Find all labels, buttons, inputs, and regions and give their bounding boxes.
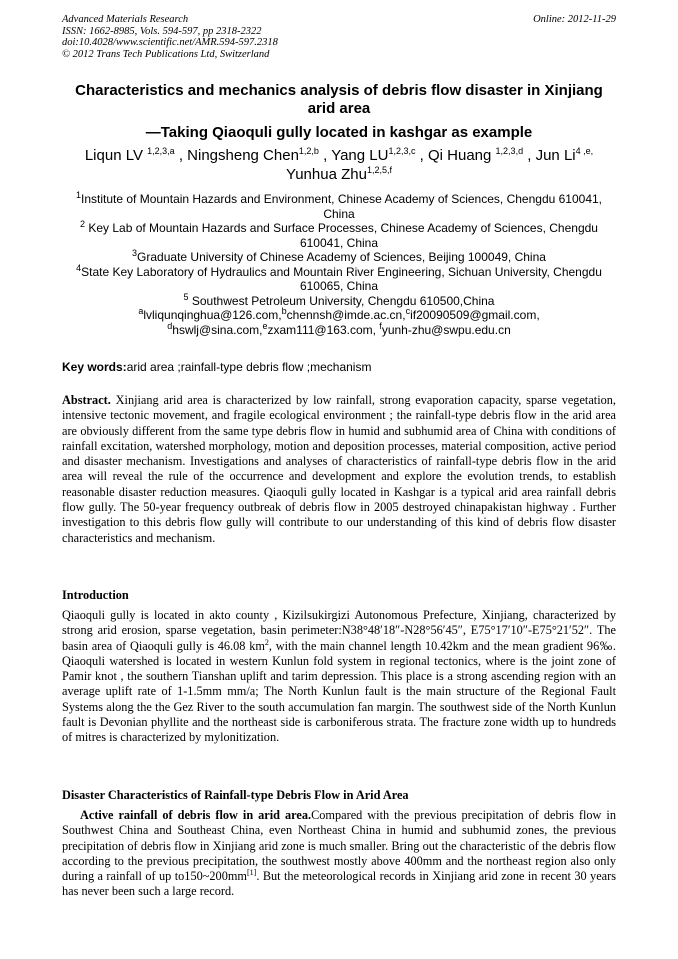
paragraph-text: Compared with the previous precipitation of debris flow in Southwest China and Southeast China, even Northeast China in humid and subhumid zones, the previous precipitation of debris flow in Xinjiang arid zone is much smaller. Bring out the characteristic of the debris flow according to the previous precipitation, the southwest mostly above 400mm and the northeast region also only during a rainfall of up to150~200mm: [62, 808, 616, 884]
affiliation-text: Graduate University of Chinese Academy of Sciences, Beijing 100049, China: [137, 250, 546, 264]
introduction-paragraph: [62, 608, 616, 746]
author-name: Ningsheng Chen: [187, 147, 299, 164]
affiliation-text: Institute of Mountain Hazards and Environment, Chinese Academy of Sciences, Chengdu 610041, China: [81, 192, 602, 221]
introduction-text: , with the main channel length 10.42km and the mean gradient 96‰. Qiaoquli watershed is located in western Kunlun fold system in regional tectonics, where is the joint zone of Pamir knot , the southern Tianshan uplift and tarim depression. This place is a strong ascending region with an average uplift rate of 1-1.5mm mm/a; The North Kunlun fault is the main structure of the Regional Fault Systems along the the Gez River to the south accumulation fan margin. The southwest side of the North Kunlun fault is Devonian phyllite and the northeast side is carboniferous strata. The fracture zone width up to hundreds of mitres is characterized by mylonitization.: [62, 638, 616, 745]
author-name: Yang LU: [331, 147, 389, 164]
paragraph-text: . But the meteorological records in Xinjiang arid zone in recent 30 years has never been such a large record.: [62, 869, 616, 899]
keywords: [62, 360, 616, 374]
journal-name: Advanced Materials Research: [62, 14, 189, 25]
superscript: 2: [264, 637, 269, 647]
email-line: [62, 308, 616, 323]
journal-header: [62, 14, 616, 60]
author-list: [62, 146, 616, 184]
email-address[interactable]: if20090509@gmail.com,: [410, 308, 540, 322]
author-affiliation-marks: 4 ,e,: [575, 146, 594, 156]
introduction-heading: Introduction: [62, 588, 129, 602]
author-separator: ,: [523, 147, 536, 164]
paper-title: Characteristics and mechanics analysis of debris flow disaster in Xinjiang arid area: [75, 82, 603, 117]
author-affiliation-marks: 1,2,b: [298, 146, 319, 156]
affiliation-item: [62, 192, 616, 221]
email-address[interactable]: lvliqunqinghua@126.com,: [143, 308, 282, 322]
abstract-text: Xinjiang arid area is characterized by low rainfall, strong evaporation capacity, sparse vegetation, intensive tectonic movement, and fragile ecological environment ; the rainfall-type debris flow in the arid area are obviously different from the same type debris flow in humid and subhumid area of China with conditions of rainfall excitation, watershed morphology, motion and deposition processes, material composition, active period and disaster mechanism. Investigations and analyses of characteristics of rainfall-type debris flow in the arid area will reveal the rule of the occurrence and development and explore the evolution trends, to establish reasonable disaster reduction measures. Qiaoquli gully located in Kashgar is a typical arid area rainfall debris flow gully. The 50-year frequency outbreak of debris flow in 2005 destroyed chinapakistan highway . Further investigation to this debris flow gully will contribute to our understanding of this kind of debris flow disaster characteristics and mechanism.: [62, 393, 616, 545]
author-separator: ,: [415, 147, 428, 164]
journal-copyright: © 2012 Trans Tech Publications Ltd, Switzerland: [62, 48, 270, 60]
email-mark: a: [138, 306, 144, 316]
author-affiliation-marks: 1,2,3,c: [388, 146, 416, 156]
email-address[interactable]: yunh-zhu@swpu.edu.cn: [381, 322, 511, 337]
author-separator: ,: [318, 147, 332, 164]
email-mark: e: [262, 320, 268, 331]
email-mark: f: [379, 320, 382, 331]
abstract-label: Abstract.: [62, 393, 111, 407]
introduction-text: Qiaoquli gully is located in akto county , Kizilsukirgizi Autonomous Prefecture, Xinjiang, characterized by strong arid erosion, sparse vegetation, basin perimeter:N38°48′18″-N28°56′45″, E75°17′10″-E75°21′52″. The basin area of Qiaoquli gully is 46.08 km: [62, 608, 616, 653]
paragraph-lead: Active rainfall of debris flow in arid area.: [80, 808, 312, 822]
affiliation-number: 3: [132, 248, 138, 258]
email-mark: c: [405, 306, 411, 316]
affiliation-number: 5: [183, 291, 189, 302]
author-affiliation-marks: 1,2,3,d: [495, 146, 524, 156]
citation[interactable]: [1]: [246, 868, 257, 878]
email-address[interactable]: chennsh@imde.ac.cn,: [286, 308, 406, 322]
email-line: [62, 320, 616, 338]
author-name: Yunhua Zhu: [286, 166, 367, 183]
affiliation-text: Southwest Petroleum University, Chengdu 610500,China: [188, 293, 495, 308]
affiliation-number: 2: [80, 219, 86, 229]
affiliation-item: [62, 262, 616, 294]
section-heading: Disaster Characteristics of Rainfall-type Debris Flow in Arid Area: [62, 788, 409, 802]
email-address[interactable]: zxam111@163.com,: [267, 322, 380, 337]
email-address[interactable]: hswlj@sina.com,: [172, 322, 263, 337]
keywords-label: Key words:: [62, 360, 127, 374]
keywords-text: arid area ;rainfall-type debris flow ;mechanism: [126, 360, 372, 374]
affiliation-text: State Key Laboratory of Hydraulics and Mountain River Engineering, Sichuan University, Chengdu 610065, China: [81, 264, 602, 293]
section-paragraph: [62, 808, 616, 900]
journal-issn: ISSN: 1662-8985, Vols. 594-597, pp 2318-2322: [62, 25, 262, 37]
author-separator: ,: [174, 147, 188, 164]
affiliation-number: 4: [76, 262, 82, 273]
affiliation-item: [62, 250, 616, 265]
abstract: [62, 393, 616, 546]
email-mark: b: [281, 306, 287, 316]
affiliation-block: [62, 192, 616, 337]
author-affiliation-marks: 1,2,3,a: [147, 146, 175, 156]
affiliation-text: Key Lab of Mountain Hazards and Surface Processes, Chinese Academy of Sciences, Chengdu 610041, China: [85, 221, 598, 250]
author-name: Jun Li: [535, 147, 576, 164]
affiliation-item: [62, 221, 616, 250]
author-affiliation-marks: 1,2,5,f: [366, 165, 392, 175]
online-date: Online: 2012-11-29: [533, 14, 616, 25]
affiliation-item: [62, 291, 616, 309]
affiliation-number: 1: [76, 190, 82, 200]
author-name: Qi Huang: [428, 147, 496, 164]
author-name: Liqun LV: [84, 147, 148, 164]
journal-doi: doi:10.4028/www.scientific.net/AMR.594-597.2318: [62, 37, 278, 48]
paper-subtitle: —Taking Qiaoquli gully located in kashgar as example: [145, 124, 533, 141]
email-mark: d: [167, 320, 173, 331]
